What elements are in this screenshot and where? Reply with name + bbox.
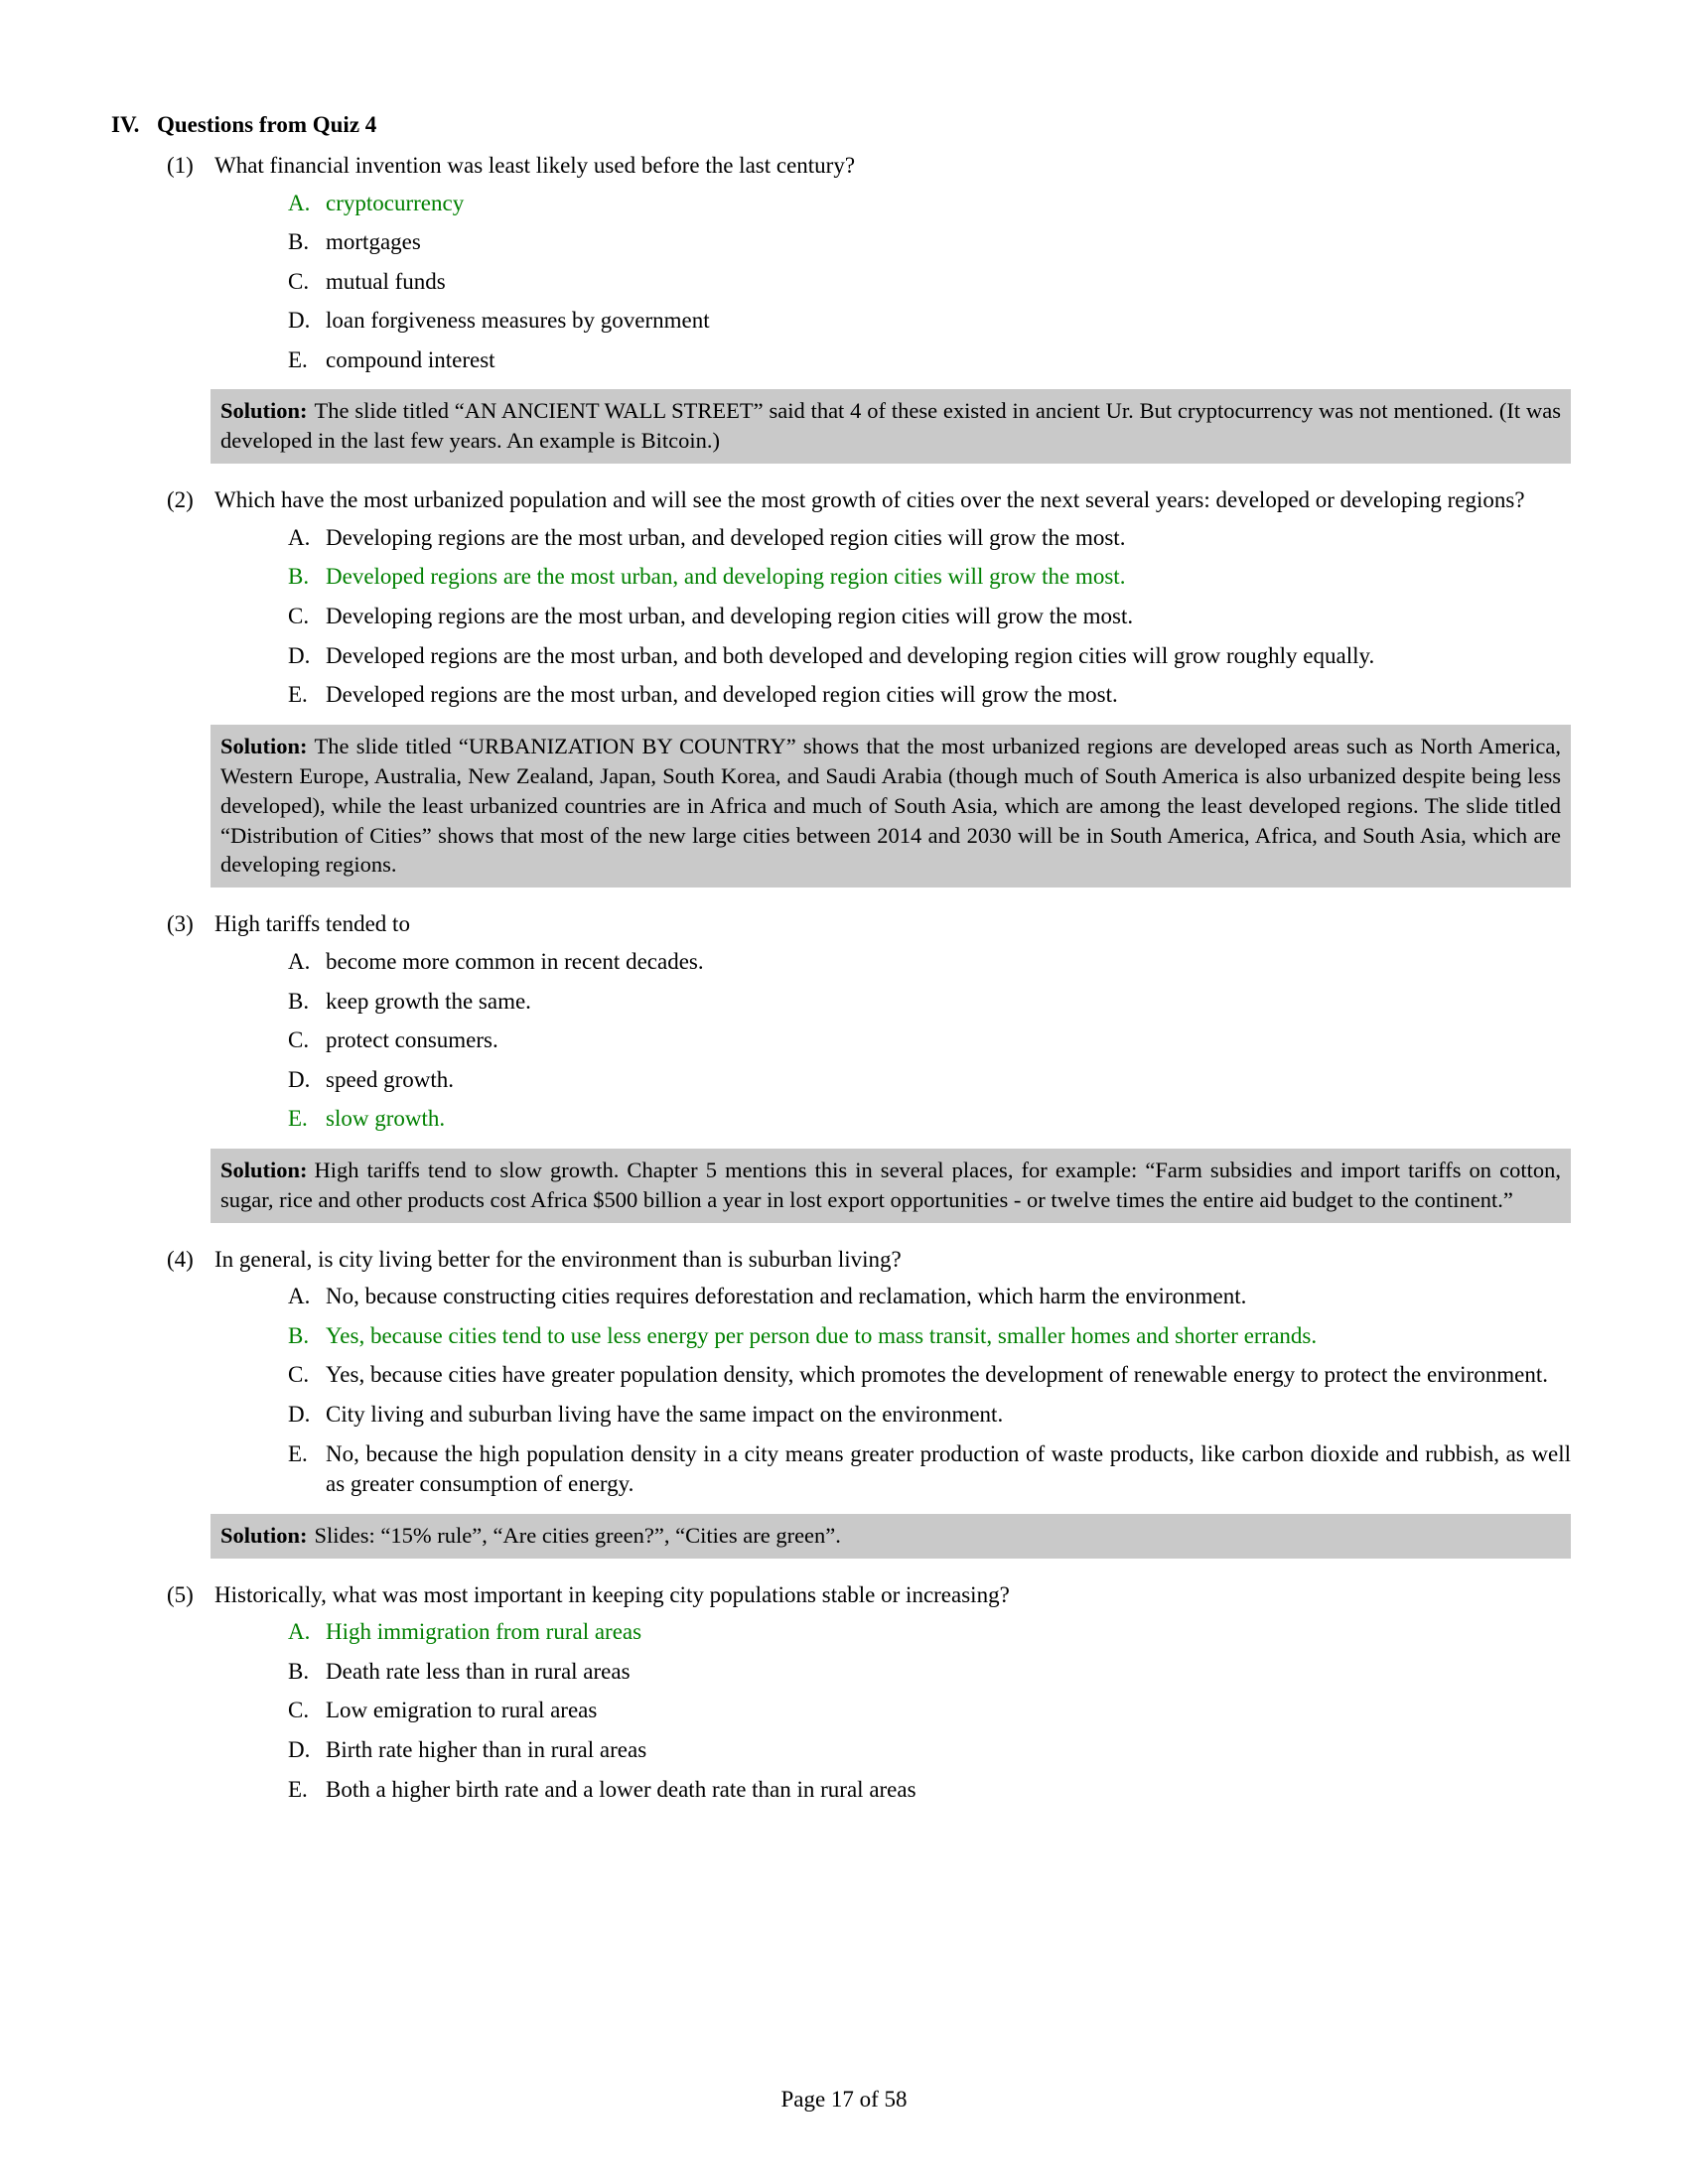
option-text: Developing regions are the most urban, and developing region cities will grow the most. — [326, 604, 1134, 629]
option-row[interactable] — [0, 1282, 1688, 1312]
solution-box — [211, 1514, 1571, 1559]
option-row[interactable] — [0, 947, 1688, 978]
option-row[interactable] — [0, 680, 1688, 711]
section-heading — [111, 111, 376, 140]
option-list — [0, 1282, 1688, 1499]
option-text: become more common in recent decades. — [326, 948, 704, 974]
question-number: (2) — [167, 487, 194, 513]
option-row[interactable] — [0, 227, 1688, 258]
question-text: Historically, what was most important in keeping city populations stable or increasing? — [214, 1581, 1010, 1607]
option-row-correct[interactable] — [0, 189, 1688, 219]
option-letter: D. — [288, 1402, 311, 1428]
question-text: What financial invention was least likely used before the last century? — [214, 153, 856, 178]
solution-label: Solution: — [220, 733, 308, 758]
option-text: Low emigration to rural areas — [326, 1698, 598, 1723]
section-number: IV. — [111, 112, 140, 137]
option-letter: C. — [288, 1362, 310, 1388]
option-letter: A. — [288, 190, 311, 215]
option-text: compound interest — [326, 346, 495, 372]
option-text: Developed regions are the most urban, and developed region cities will grow the most. — [326, 682, 1118, 708]
question-block — [0, 485, 1688, 887]
option-row[interactable] — [0, 602, 1688, 632]
question-row — [0, 1245, 1688, 1276]
option-row[interactable] — [0, 267, 1688, 298]
option-letter: B. — [288, 988, 310, 1014]
option-text: Developed regions are the most urban, and both developed and developing region cities will grow roughly equally. — [326, 642, 1375, 668]
option-text: Death rate less than in rural areas — [326, 1658, 631, 1684]
solution-label: Solution: — [220, 1522, 308, 1548]
option-row[interactable] — [0, 306, 1688, 337]
option-row[interactable] — [0, 345, 1688, 376]
option-text: keep growth the same. — [326, 988, 531, 1014]
option-text: mortgages — [326, 229, 421, 255]
option-letter: E. — [288, 1776, 308, 1802]
question-number: (4) — [167, 1246, 194, 1272]
option-letter: D. — [288, 642, 311, 668]
option-list — [0, 189, 1688, 376]
solution-box — [211, 725, 1571, 888]
option-text: cryptocurrency — [326, 190, 465, 215]
solution-label: Solution: — [220, 398, 308, 424]
option-letter: D. — [288, 1066, 311, 1092]
option-letter: E. — [288, 1440, 308, 1466]
option-letter: C. — [288, 268, 310, 294]
option-row[interactable] — [0, 1065, 1688, 1096]
solution-text: High tariffs tend to slow growth. Chapter 5 mentions this in several places, for example: “Farm subsidies and import tariffs on cotton, sugar, rice and other products cost Africa $500 billion a year in lost export opportunities - or twelve times the entire aid budget to the continent.” — [220, 1157, 1561, 1212]
solution-box — [211, 389, 1571, 464]
question-number: (5) — [167, 1581, 194, 1607]
option-letter: C. — [288, 1027, 310, 1053]
option-row-correct[interactable] — [0, 1617, 1688, 1648]
question-row — [0, 151, 1688, 182]
block-spacer — [0, 1814, 1688, 1824]
option-text: No, because the high population density in a city means greater production of waste products, like carbon dioxide and rubbish, as well as greater consumption of energy. — [326, 1440, 1571, 1497]
option-letter: C. — [288, 1698, 310, 1723]
option-row[interactable] — [0, 1439, 1688, 1500]
question-block — [0, 909, 1688, 1222]
option-text: Yes, because cities tend to use less energy per person due to mass transit, smaller homes and shorter errands. — [326, 1322, 1318, 1348]
option-row[interactable] — [0, 987, 1688, 1018]
option-letter: C. — [288, 604, 310, 629]
option-row[interactable] — [0, 1360, 1688, 1391]
option-text: Developing regions are the most urban, and developed region cities will grow the most. — [326, 524, 1126, 550]
solution-box — [211, 1149, 1571, 1223]
option-letter: A. — [288, 948, 311, 974]
option-text: City living and suburban living have the same impact on the environment. — [326, 1402, 1004, 1428]
question-number: (1) — [167, 153, 194, 178]
question-block — [0, 1245, 1688, 1559]
option-letter: B. — [288, 1322, 310, 1348]
option-letter: B. — [288, 229, 310, 255]
solution-text: The slide titled “AN ANCIENT WALL STREET” said that 4 of these existed in ancient Ur. But cryptocurrency was not mentioned. (It was developed in the last few years. An example is Bitcoin.) — [220, 398, 1561, 454]
solution-text: The slide titled “URBANIZATION BY COUNTRY” shows that the most urbanized regions are developed areas such as North America, Western Europe, Australia, New Zealand, Japan, South Korea, and Saudi Arabia (though much of South America is also urbanized despite being less developed), while the least urbanized countries are in Africa and much of South Asia, which are among the least developed regions. The slide titled “Distribution of Cities” shows that most of the new large cities between 2014 and 2030 will be in South America, Africa, and South Asia, which are developing regions. — [220, 733, 1561, 878]
option-list — [0, 523, 1688, 711]
option-text: mutual funds — [326, 268, 446, 294]
option-row[interactable] — [0, 1400, 1688, 1431]
question-text: High tariffs tended to — [214, 911, 410, 937]
option-text: Developed regions are the most urban, and developing region cities will grow the most. — [326, 564, 1126, 590]
question-block — [0, 1580, 1688, 1824]
page-number-label: Page 17 of 58 — [780, 2087, 908, 2112]
option-letter: D. — [288, 308, 311, 334]
option-letter: B. — [288, 1658, 310, 1684]
option-letter: E. — [288, 1106, 308, 1132]
question-text: Which have the most urbanized population and will see the most growth of cities over the next several years: developed or developing regions? — [214, 487, 1525, 513]
option-text: Yes, because cities have greater population density, which promotes the development of renewable energy to protect the environment. — [326, 1362, 1548, 1388]
option-text: speed growth. — [326, 1066, 455, 1092]
option-text: Both a higher birth rate and a lower death rate than in rural areas — [326, 1776, 916, 1802]
option-letter: B. — [288, 564, 310, 590]
option-row-correct[interactable] — [0, 1321, 1688, 1352]
option-row-correct[interactable] — [0, 1104, 1688, 1135]
option-row[interactable] — [0, 641, 1688, 672]
solution-label: Solution: — [220, 1157, 308, 1182]
option-letter: A. — [288, 1619, 311, 1645]
option-row[interactable] — [0, 1775, 1688, 1806]
option-text: slow growth. — [326, 1106, 446, 1132]
option-text: No, because constructing cities requires deforestation and reclamation, which harm the environment. — [326, 1284, 1247, 1309]
option-row[interactable] — [0, 1657, 1688, 1688]
option-list — [0, 947, 1688, 1135]
question-row — [0, 909, 1688, 940]
option-letter: A. — [288, 1284, 311, 1309]
question-row — [0, 1580, 1688, 1611]
option-row[interactable] — [0, 1696, 1688, 1726]
question-list — [0, 151, 1688, 1824]
option-row-correct[interactable] — [0, 562, 1688, 593]
option-row[interactable] — [0, 1735, 1688, 1766]
page-footer — [0, 2087, 1688, 2113]
option-row[interactable] — [0, 1025, 1688, 1056]
option-text: Birth rate higher than in rural areas — [326, 1736, 647, 1762]
question-block — [0, 151, 1688, 464]
option-letter: E. — [288, 682, 308, 708]
option-letter: A. — [288, 524, 311, 550]
option-text: loan forgiveness measures by government — [326, 308, 710, 334]
option-text: High immigration from rural areas — [326, 1619, 642, 1645]
solution-text: Slides: “15% rule”, “Are cities green?”, “Cities are green”. — [314, 1522, 841, 1548]
question-text: In general, is city living better for the environment than is suburban living? — [214, 1246, 902, 1272]
option-letter: D. — [288, 1736, 311, 1762]
option-text: protect consumers. — [326, 1027, 498, 1053]
option-letter: E. — [288, 346, 308, 372]
option-row[interactable] — [0, 523, 1688, 554]
question-number: (3) — [167, 911, 194, 937]
question-row — [0, 485, 1688, 516]
option-list — [0, 1617, 1688, 1805]
section-title: Questions from Quiz 4 — [157, 112, 377, 137]
